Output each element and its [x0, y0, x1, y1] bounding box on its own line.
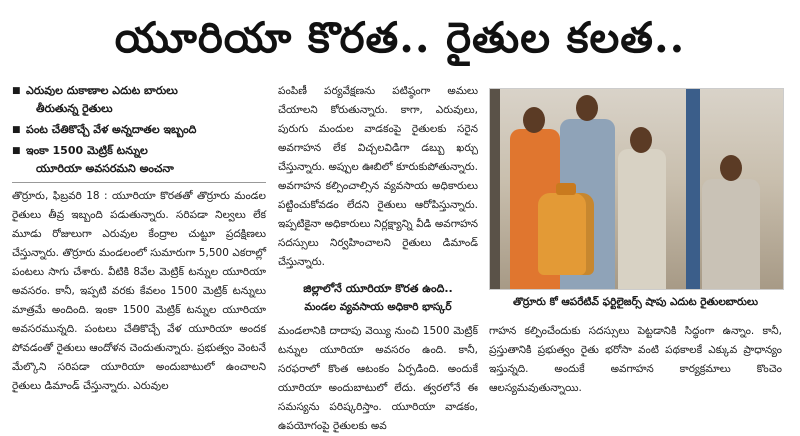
divider: [12, 182, 266, 183]
bullet-1-line-1: ఎరువుల దుకాణాల ఎదుట బారులు: [26, 84, 178, 97]
bullet-point-3: [12, 142, 266, 178]
farmer-head: [630, 127, 652, 153]
article-body-paragraph: తొర్రూరు, ఫిబ్రవరి 18 : యూరియా కొరతతో తొర్రూరు మండల రైతులు తీవ్ర ఇబ్బంది పడుతున్నారు. సరిపడా నిల్వలు లేక మూడు రోజులుగా ఎరువుల కేంద్రాల చుట్టూ ప్రదక్షిణలు చేస్తున్నారు. తొర్రూరు మండలంలో సుమారుగా 5,500 ఎకరాల్లో పంటలు సాగు చేశారు. వీటికి 8వేల మెట్రిక్ టన్నుల యూరియా అవసరం. కానీ, ఇప్పటి వరకు కేవలం 1500 మెట్రిక్ టన్నులు మాత్రమే అందింది. ఇంకా 1500 మెట్రిక్ టన్నుల యూరియా అవసరమున్నది. పంటలు చేతికొచ్చే వేళ యూరియా అందక పోవడంతో రైతులు ఆందోళన చెందుతున్నారు. ప్రభుత్వం వెంటనే మేల్కొని సరిపడా యూరియా అందుబాటులో ఉంచాలని రైతులు డిమాండ్ చేస్తున్నారు. ఎరువుల: [12, 190, 266, 392]
photo-caption: తొర్రూరు కో ఆపరేటివ్ ఫర్టిలైజర్స్ షాపు ఎదుట రైతులబారులు: [513, 296, 758, 308]
bullet-point-2: [12, 121, 266, 139]
farmer-right: [702, 179, 760, 289]
farmer-white-shirt: [618, 149, 666, 289]
subheading-official: మండల వ్యవసాయ అధికారి భాస్కర్: [304, 301, 452, 313]
subheading-quote: జిల్లాలోనే యూరియా కొరత ఉంది..: [303, 282, 453, 295]
blue-pillar: [686, 89, 700, 289]
farmer-head: [523, 107, 545, 133]
bullet-3-line-1: ఇంకా 1500 మెట్రిక్ టన్నుల: [26, 144, 148, 157]
headline: యూరియా కొరత.. రైతుల కలత..: [114, 13, 686, 62]
yellow-jerrycan: [538, 193, 594, 275]
farmer-head: [576, 95, 598, 121]
bullet-2-line-1: పంట చేతికొచ్చే వేళ అన్నదాతల ఇబ్బంది: [26, 123, 197, 136]
official-quote-part-2: గాహన కల్పించేందుకు సదస్సులు పెట్టడానికి సిద్ధంగా ఉన్నాం. కానీ, ప్రస్తుతానికి ప్రభుత్వం రైతు భరోసా వంటి పథకాలకే ఎక్కువ ప్రాధాన్యం ఇస్తున్నది. అందుకే అవగాహన కార్యక్రమాలు కొంచెం ఆలస్యమవుతున్నాయి.: [489, 325, 782, 394]
news-photo: [489, 88, 784, 290]
farmer-head: [720, 155, 742, 181]
left-column: [12, 82, 266, 396]
bullet-point-1: [12, 82, 266, 118]
article-body-continued: పంపిణీ పర్యవేక్షణను పటిష్ఠంగా అమలు చేయాలని కోరుతున్నారు. కాగా, ఎరువులు, పురుగు మందుల వాడకంపై రైతులకు సరైన అవగాహన లేక విచ్చలవిడిగా డబ్బు ఖర్చు చేస్తున్నారు. అప్పుల ఊబిలో కూరుకుపోతున్నారు. అవగాహన కల్పించాల్సిన వ్యవసాయ అధికారులు పట్టించుకోవడం లేదని రైతులు ఆరోపిస్తున్నారు. ఇప్పటికైనా అధికారులు నిర్లక్ష్యాన్ని వీడి అవగాహన సదస్సులు నిర్వహించాలని రైతులు డిమాండ్ చేస్తున్నారు.: [278, 85, 478, 268]
window-bar: [490, 89, 500, 289]
bullet-1-line-2: తీరుతున్న రైతులు: [36, 102, 113, 115]
middle-column: [278, 82, 478, 316]
official-quote-part-1: మండలానికి దాదాపు వెయ్యి నుంచి 1500 మెట్రిక్ టన్నుల యూరియా అవసరం ఉంది. కానీ, సరఫరాలో కొంత ఆటంకం ఏర్పడింది. అందుకే యూరియా అందుబాటులో లేదు. త్వరలోనే ఈ సమస్యను పరిష్కరిస్తాం. యూరియా వాడకం, ఉపయోగంపై రైతులకు అవ: [278, 325, 478, 432]
bullet-3-line-2: యూరియా అవసరమని అంచనా: [36, 162, 174, 175]
